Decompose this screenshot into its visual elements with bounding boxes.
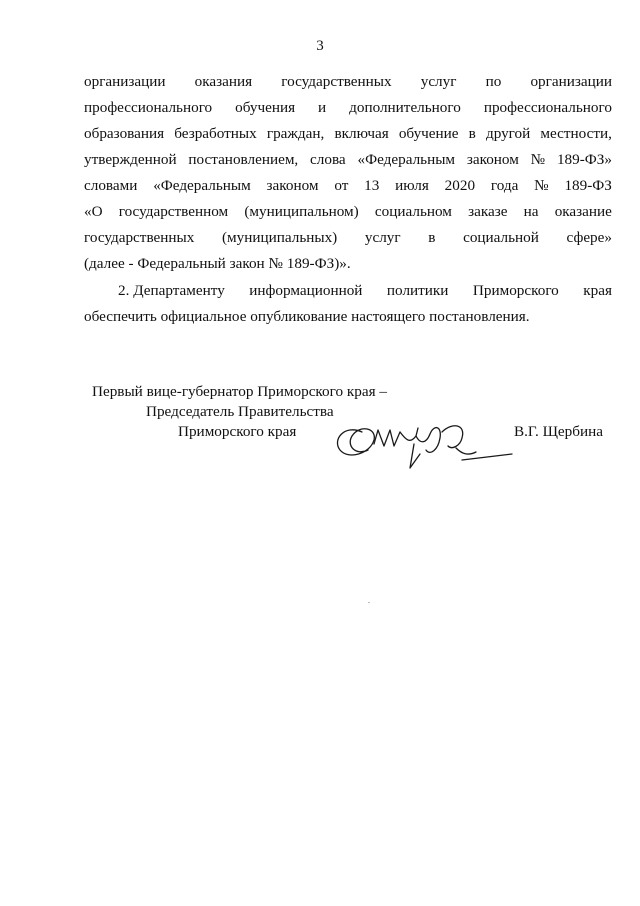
word: социальном xyxy=(374,203,452,220)
word: безработных xyxy=(174,125,257,142)
paragraph1-line-5 xyxy=(84,176,612,196)
word: от xyxy=(334,177,349,194)
page-number: 3 xyxy=(316,38,324,54)
word: сфере» xyxy=(566,229,612,246)
word: (муниципальных) xyxy=(221,229,338,246)
word: года xyxy=(490,177,519,194)
word: обучение xyxy=(398,125,459,142)
paragraph2-last-line: обеспечить официальное опубликование настоящего постановления. xyxy=(84,308,530,325)
word: «О xyxy=(84,203,103,220)
paragraph1-line-4 xyxy=(84,150,612,170)
paragraph1-line-3 xyxy=(84,124,612,144)
word: услуг xyxy=(364,229,401,246)
word: заказе xyxy=(468,203,508,220)
word: на xyxy=(523,203,539,220)
word: июля xyxy=(395,177,429,194)
signatory-title-line-3: Приморского края xyxy=(178,423,297,440)
word: местности, xyxy=(540,125,612,142)
word: оказание xyxy=(554,203,612,220)
word: профессионального xyxy=(483,99,612,116)
word: Приморского xyxy=(472,282,559,299)
word: включая xyxy=(334,125,389,142)
word: «Федеральным xyxy=(357,151,456,168)
word: государственном xyxy=(118,203,229,220)
word: № xyxy=(534,177,549,194)
word: государственных xyxy=(281,73,392,90)
handwritten-signature xyxy=(330,410,520,490)
word: организации xyxy=(84,73,166,90)
word: законом xyxy=(466,151,519,168)
signatory-title-line-2: Председатель Правительства xyxy=(146,403,334,420)
word: в xyxy=(428,229,436,246)
word: постановлением, xyxy=(188,151,299,168)
paragraph1-line-7 xyxy=(84,228,612,248)
word: в xyxy=(468,125,476,142)
word: 2020 xyxy=(444,177,476,194)
word: по xyxy=(485,73,502,90)
word: образования xyxy=(84,125,165,142)
word: утвержденной xyxy=(84,151,177,168)
word: № xyxy=(530,151,546,168)
word: «Федеральным xyxy=(153,177,251,194)
paragraph2-line-1 xyxy=(118,281,612,301)
word: края xyxy=(583,282,612,299)
word: и xyxy=(318,99,327,116)
word: другой xyxy=(485,125,531,142)
word: законом xyxy=(266,177,319,194)
word: (муниципальном) xyxy=(244,203,359,220)
word: слова xyxy=(310,151,346,168)
word: обучения xyxy=(235,99,296,116)
paragraph1-last-line: (далее - Федеральный закон № 189-ФЗ)». xyxy=(84,255,351,272)
paragraph1-line-2 xyxy=(84,98,612,118)
word: государственных xyxy=(84,229,195,246)
word: дополнительного xyxy=(349,99,461,116)
word: 189-ФЗ» xyxy=(556,151,612,168)
word: оказания xyxy=(194,73,253,90)
word: услуг xyxy=(420,73,457,90)
word: организации xyxy=(530,73,612,90)
word: информационной xyxy=(249,282,363,299)
signatory-name: В.Г. Щербина xyxy=(514,423,603,440)
scan-speck xyxy=(368,602,370,603)
word: 189-ФЗ xyxy=(564,177,612,194)
word: словами xyxy=(84,177,138,194)
paragraph1-line-6 xyxy=(84,202,612,222)
paragraph1-line-1 xyxy=(84,72,612,92)
word: 2. Департаменту xyxy=(118,282,225,299)
word: политики xyxy=(386,282,449,299)
signatory-title-line-1: Первый вице-губернатор Приморского края – xyxy=(92,383,387,400)
word: граждан, xyxy=(266,125,325,142)
word: 13 xyxy=(364,177,380,194)
word: профессионального xyxy=(84,99,213,116)
word: социальной xyxy=(463,229,539,246)
